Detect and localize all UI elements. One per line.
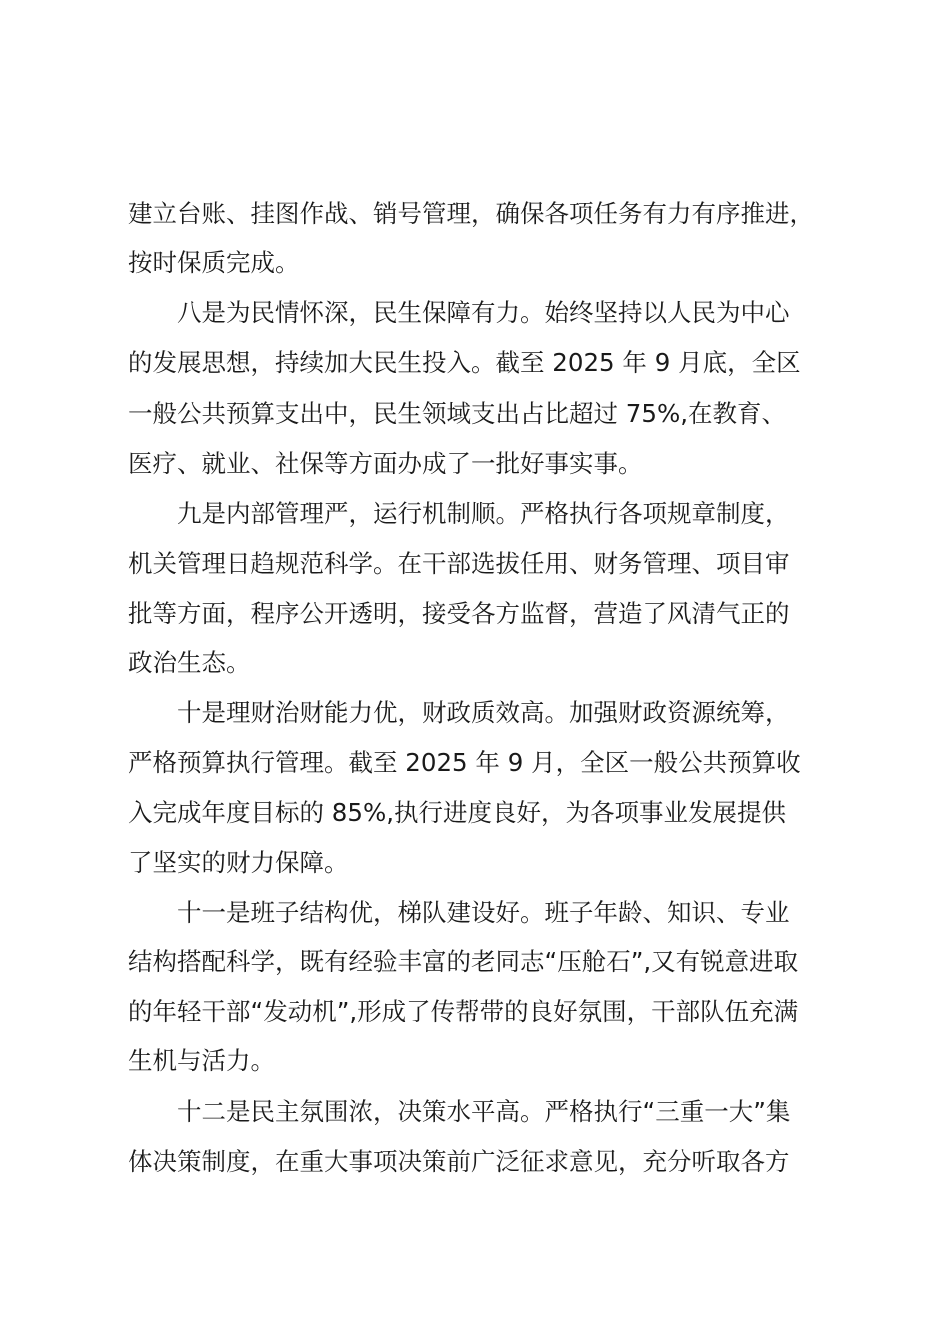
- paragraph-heading-8: 八是为民情怀深，民生保障有力。始终坚持以人民为中心: [177, 298, 790, 327]
- text-line: 生机与活力。: [128, 1046, 275, 1075]
- text-line: 结构搭配科学，既有经验丰富的老同志“压舱石”,又有锐意进取: [128, 947, 799, 976]
- text-line: 一般公共预算支出中，民生领域支出占比超过 75%,在教育、: [128, 399, 787, 428]
- paragraph-heading-9: 九是内部管理严，运行机制顺。严格执行各项规章制度，: [177, 499, 790, 528]
- text-line: 按时保质完成。: [128, 248, 300, 277]
- text-line: 了坚实的财力保障。: [128, 848, 349, 877]
- text-line: 建立台账、挂图作战、销号管理，确保各项任务有力有序推进，: [128, 199, 814, 228]
- text-line: 严格预算执行管理。截至 2025 年 9 月，全区一般公共预算收: [128, 748, 801, 777]
- text-line: 的年轻干部“发动机”,形成了传帮带的良好氛围，干部队伍充满: [128, 997, 799, 1026]
- text-line: 的发展思想，持续加大民生投入。截至 2025 年 9 月底，全区: [128, 348, 801, 377]
- paragraph-heading-11: 十一是班子结构优，梯队建设好。班子年龄、知识、专业: [177, 898, 790, 927]
- text-line: 入完成年度目标的 85%,执行进度良好，为各项事业发展提供: [128, 798, 787, 827]
- text-line: 批等方面，程序公开透明，接受各方监督，营造了风清气正的: [128, 599, 790, 628]
- text-line: 医疗、就业、社保等方面办成了一批好事实事。: [128, 449, 643, 478]
- paragraph-heading-12: 十二是民主氛围浓，决策水平高。严格执行“三重一大”集: [177, 1097, 791, 1126]
- text-line: 政治生态。: [128, 648, 251, 677]
- text-line: 机关管理日趋规范科学。在干部选拔任用、财务管理、项目审: [128, 549, 790, 578]
- text-line: 体决策制度，在重大事项决策前广泛征求意见，充分听取各方: [128, 1147, 790, 1176]
- paragraph-heading-10: 十是理财治财能力优，财政质效高。加强财政资源统筹，: [177, 698, 790, 727]
